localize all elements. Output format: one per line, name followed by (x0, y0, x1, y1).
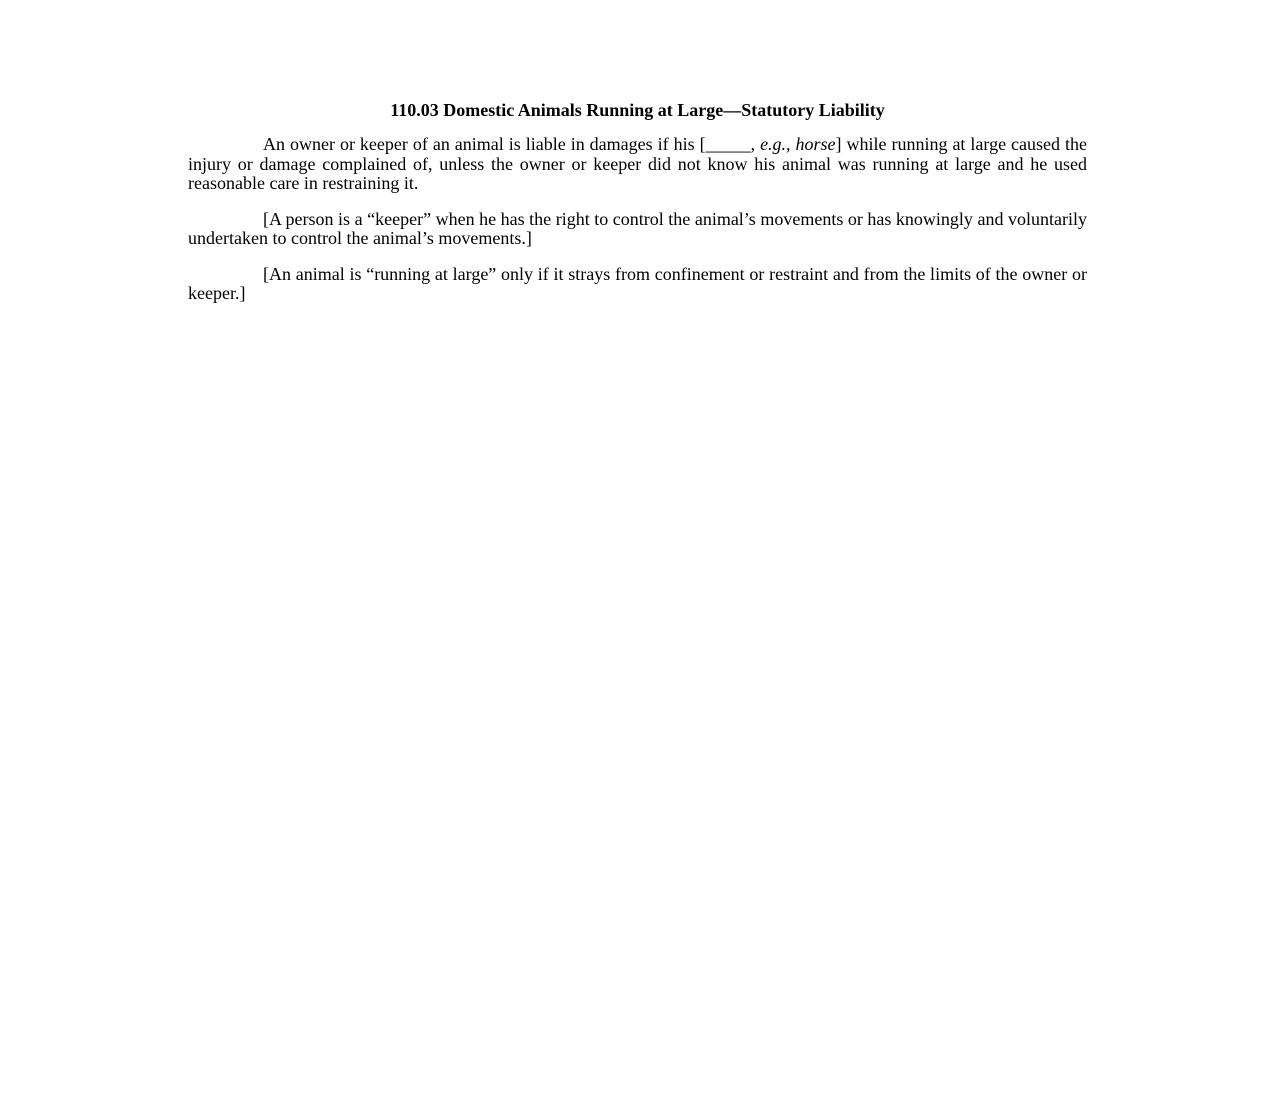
keeper-definition-paragraph: [A person is a “keeper” when he has the right to control the animal’s movements or has knowingly and voluntarily undertaken to control the animal’s movements.] (188, 208, 1087, 248)
text: An owner or keeper of an animal is liable in damages if his [_____, (263, 134, 761, 154)
text: ] while running at large caused the injury or damage complained of, unless the owner or keeper did not know his animal was running at large and he used reasonable care in restraining it. (188, 134, 1087, 193)
example-text: e.g., horse (760, 134, 836, 154)
document-page (188, 99, 1087, 320)
running-at-large-definition-paragraph: [An animal is “running at large” only if it strays from confinement or restraint and from the limits of the owner or keeper.] (188, 263, 1087, 303)
section-title: 110.03 Domestic Animals Running at Large—Statutory Liability (390, 100, 885, 120)
instruction-paragraph (188, 135, 1087, 194)
